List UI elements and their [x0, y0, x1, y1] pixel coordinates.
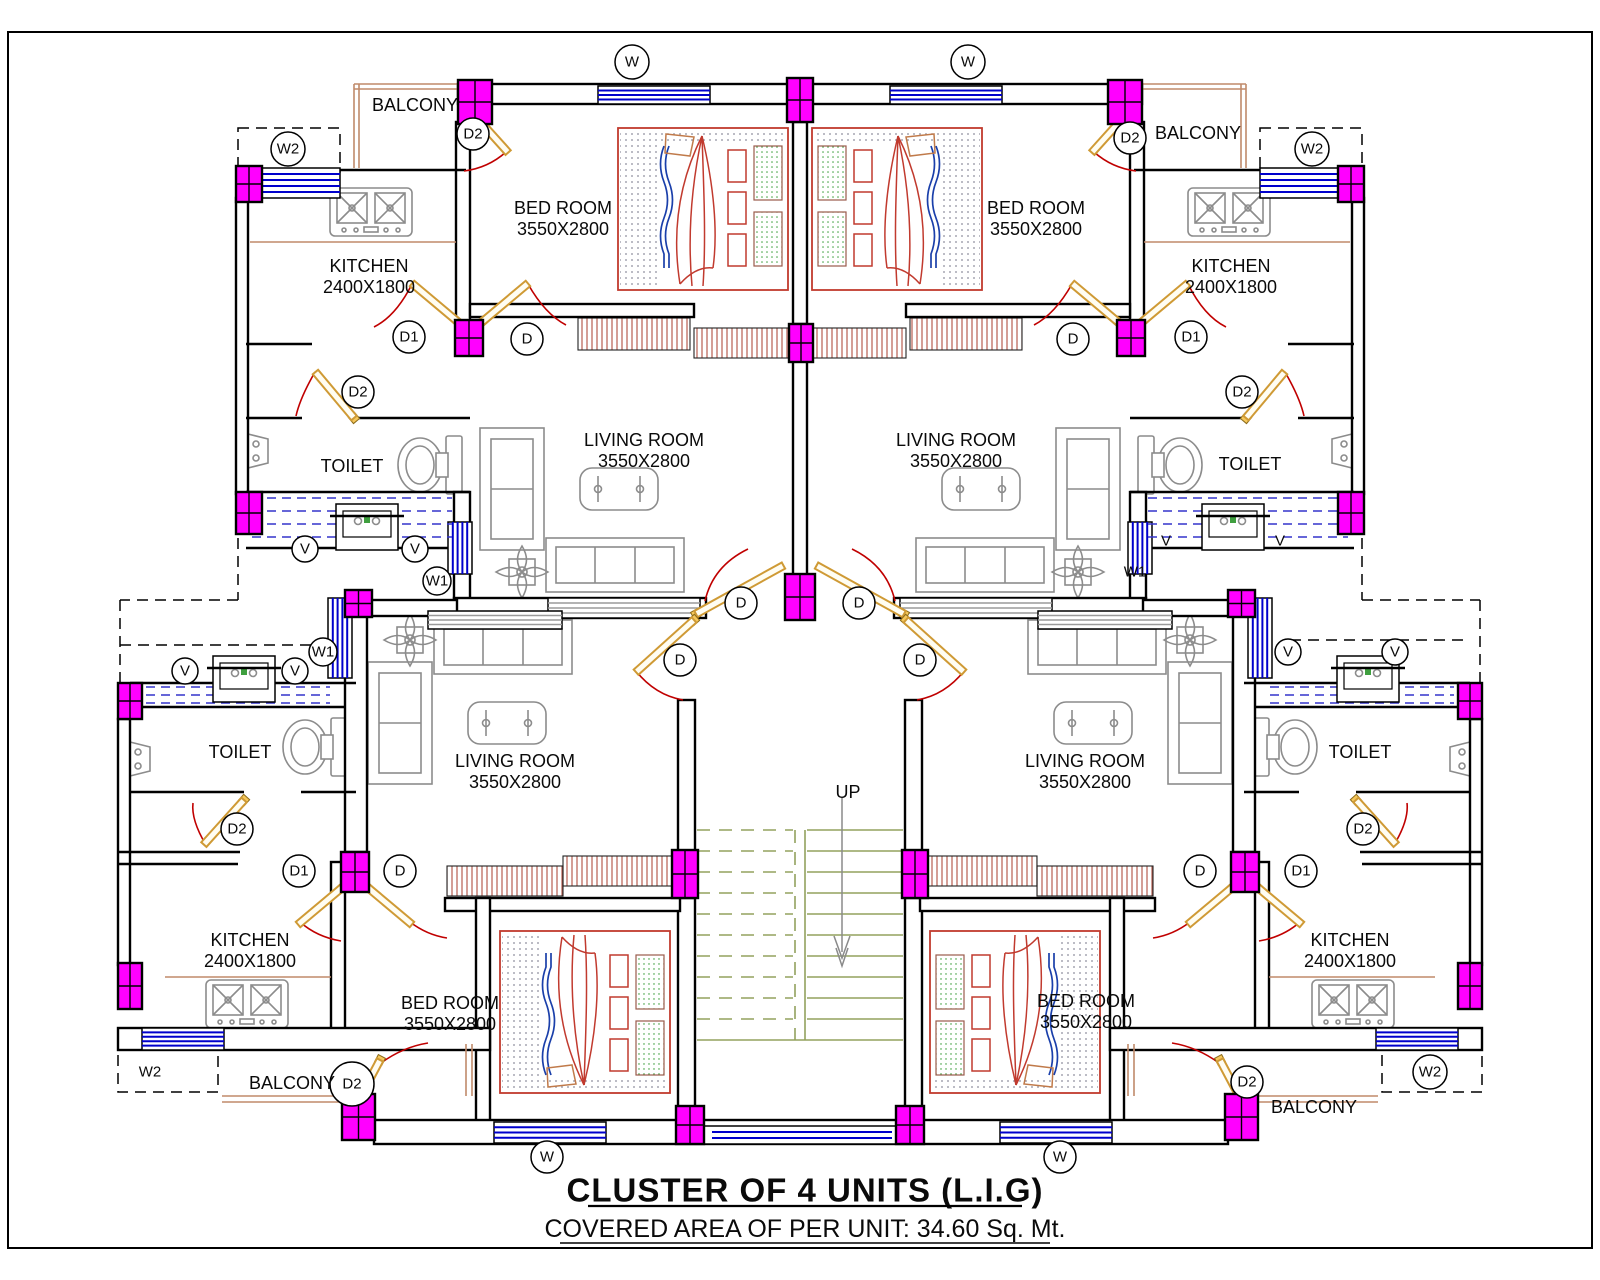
- v-marker-label: V: [289, 662, 301, 680]
- w1-marker-label: W1: [425, 572, 449, 590]
- window: [428, 611, 562, 629]
- window: [1376, 1028, 1458, 1050]
- room-label: 3550X2800: [1038, 772, 1132, 792]
- d2-marker: [1347, 813, 1379, 845]
- column: [896, 1106, 924, 1144]
- d2-marker-label: D2: [1232, 383, 1252, 401]
- v-marker: [172, 658, 198, 684]
- d-marker: [1057, 323, 1089, 355]
- room-label: 2400X1800: [203, 951, 297, 971]
- room-label: 2400X1800: [1303, 951, 1397, 971]
- v-marker: [402, 536, 428, 562]
- column: [236, 492, 262, 534]
- room-label: BED ROOM: [986, 198, 1086, 218]
- room-label: 3550X2800: [516, 219, 610, 239]
- w2-marker: [1295, 132, 1329, 166]
- d-marker: [725, 587, 757, 619]
- d2-marker-label: D2: [342, 1075, 362, 1093]
- window: [900, 598, 1052, 618]
- d1-marker-label: D1: [1291, 862, 1311, 880]
- room-label: 3550X2800: [468, 772, 562, 792]
- w1-marker: [309, 638, 337, 666]
- column: [1228, 590, 1255, 617]
- w2-marker-label: W2: [276, 140, 300, 158]
- d-marker: [1184, 855, 1216, 887]
- d-marker-label: D: [914, 651, 926, 669]
- d-marker: [664, 644, 696, 676]
- drawing-title: CLUSTER OF 4 UNITS (L.I.G): [566, 1171, 1044, 1209]
- column: [1458, 683, 1482, 719]
- w2-marker-label: W2: [1300, 140, 1324, 158]
- column: [1338, 166, 1364, 202]
- w2-marker: [271, 132, 305, 166]
- room-label: BED ROOM: [513, 198, 613, 218]
- w-marker-label: W: [539, 1148, 555, 1166]
- column: [345, 590, 372, 617]
- d1-marker-label: D1: [399, 328, 419, 346]
- room-label: 2400X1800: [322, 277, 416, 297]
- d2-marker: [1231, 1066, 1263, 1098]
- w2-marker-label: W2: [1418, 1063, 1442, 1081]
- v-marker-label: V: [299, 540, 311, 558]
- d1-marker: [393, 321, 425, 353]
- d-marker-label: D: [735, 594, 747, 612]
- d2-marker: [457, 118, 489, 150]
- d-marker-label: D: [853, 594, 865, 612]
- column: [1458, 963, 1482, 1009]
- d-marker-label: D: [674, 651, 686, 669]
- room-label: 3550X2800: [909, 451, 1003, 471]
- column: [787, 78, 813, 122]
- w1-marker: [423, 567, 451, 595]
- w2-marker: [139, 1064, 162, 1081]
- room-label: BED ROOM: [400, 993, 500, 1013]
- column: [789, 324, 813, 362]
- w1-marker-label: W1: [311, 643, 335, 661]
- column: [455, 320, 483, 356]
- d-marker: [384, 855, 416, 887]
- window: [1038, 611, 1172, 629]
- room-label: 3550X2800: [1039, 1012, 1133, 1032]
- d2-marker: [330, 1062, 374, 1106]
- room-label: TOILET: [1218, 454, 1282, 474]
- d1-marker: [1175, 321, 1207, 353]
- v-marker-label: V: [1160, 532, 1172, 550]
- room-label: LIVING ROOM: [454, 751, 576, 771]
- column: [1108, 80, 1142, 124]
- d2-marker: [1226, 376, 1258, 408]
- v-marker: [1382, 639, 1408, 665]
- d-marker: [904, 644, 936, 676]
- w-marker-label: W: [624, 53, 640, 71]
- room-label: BALCONY: [371, 95, 459, 115]
- v-marker: [1275, 639, 1301, 665]
- d2-marker-label: D2: [1120, 129, 1140, 147]
- w-marker: [531, 1141, 563, 1173]
- window: [260, 168, 340, 198]
- w2-marker-label: W2: [138, 1063, 162, 1081]
- d-marker-label: D: [521, 330, 533, 348]
- w1-marker: [1124, 564, 1147, 581]
- v-marker: [1275, 533, 1285, 550]
- w-marker: [1044, 1141, 1076, 1173]
- d1-marker-label: D1: [289, 862, 309, 880]
- d-marker-label: D: [1194, 862, 1206, 880]
- w-marker: [615, 45, 649, 79]
- w-marker: [951, 45, 985, 79]
- column: [118, 963, 142, 1009]
- window: [1000, 1122, 1112, 1143]
- d2-marker-label: D2: [1237, 1073, 1257, 1091]
- v-marker-label: V: [1389, 643, 1401, 661]
- window: [598, 86, 710, 104]
- room-label: BALCONY: [1270, 1097, 1358, 1117]
- column: [1117, 320, 1145, 356]
- column: [236, 166, 262, 202]
- room-label: 3550X2800: [989, 219, 1083, 239]
- room-label: TOILET: [1328, 742, 1392, 762]
- room-label: LIVING ROOM: [583, 430, 705, 450]
- column: [672, 850, 698, 898]
- window: [1260, 168, 1340, 198]
- column: [902, 850, 928, 898]
- v-marker: [282, 658, 308, 684]
- d1-marker: [1285, 855, 1317, 887]
- d1-marker: [283, 855, 315, 887]
- window: [142, 1028, 224, 1050]
- room-label: LIVING ROOM: [895, 430, 1017, 450]
- room-label: KITCHEN: [210, 930, 290, 950]
- v-marker-label: V: [179, 662, 191, 680]
- column: [1225, 1094, 1258, 1140]
- room-label: 2400X1800: [1184, 277, 1278, 297]
- window: [548, 598, 700, 618]
- staircase: [697, 830, 903, 1040]
- d-marker: [843, 587, 875, 619]
- column: [341, 852, 369, 892]
- window: [494, 1122, 606, 1143]
- d2-marker-label: D2: [227, 820, 247, 838]
- room-label: KITCHEN: [329, 256, 409, 276]
- d2-marker-label: D2: [1353, 820, 1373, 838]
- room-label: 3550X2800: [597, 451, 691, 471]
- w2-marker: [1413, 1055, 1447, 1089]
- staircase-up-arrow: [834, 798, 850, 966]
- room-label: TOILET: [208, 742, 272, 762]
- v-marker: [292, 536, 318, 562]
- room-label: BED ROOM: [1036, 991, 1136, 1011]
- room-label: BALCONY: [1154, 123, 1242, 143]
- column: [785, 574, 815, 620]
- w1-marker-label: W1: [1123, 563, 1147, 581]
- d2-marker-label: D2: [463, 125, 483, 143]
- v-marker-label: V: [1274, 532, 1286, 550]
- w-marker-label: W: [960, 53, 976, 71]
- d2-marker: [221, 813, 253, 845]
- window: [890, 86, 1002, 104]
- column: [1338, 492, 1364, 534]
- v-marker-label: V: [1282, 643, 1294, 661]
- column: [118, 683, 142, 719]
- w-marker-label: W: [1052, 1148, 1068, 1166]
- d2-marker-label: D2: [348, 383, 368, 401]
- drawing-subtitle: COVERED AREA OF PER UNIT: 34.60 Sq. Mt.: [544, 1215, 1066, 1243]
- d1-marker-label: D1: [1181, 328, 1201, 346]
- room-label: KITCHEN: [1191, 256, 1271, 276]
- room-label: 3550X2800: [403, 1014, 497, 1034]
- d-marker: [511, 323, 543, 355]
- title-block: [545, 1172, 1066, 1244]
- window: [448, 522, 472, 574]
- room-label: TOILET: [320, 456, 384, 476]
- room-label: KITCHEN: [1310, 930, 1390, 950]
- d-marker-label: D: [394, 862, 406, 880]
- room-label: BALCONY: [248, 1073, 336, 1093]
- d2-marker: [342, 376, 374, 408]
- column: [1231, 852, 1259, 892]
- v-marker-label: V: [409, 540, 421, 558]
- v-marker: [1161, 533, 1171, 550]
- d-marker-label: D: [1067, 330, 1079, 348]
- room-label: UP: [835, 782, 861, 802]
- column: [676, 1106, 704, 1144]
- d2-marker: [1114, 122, 1146, 154]
- room-label: LIVING ROOM: [1024, 751, 1146, 771]
